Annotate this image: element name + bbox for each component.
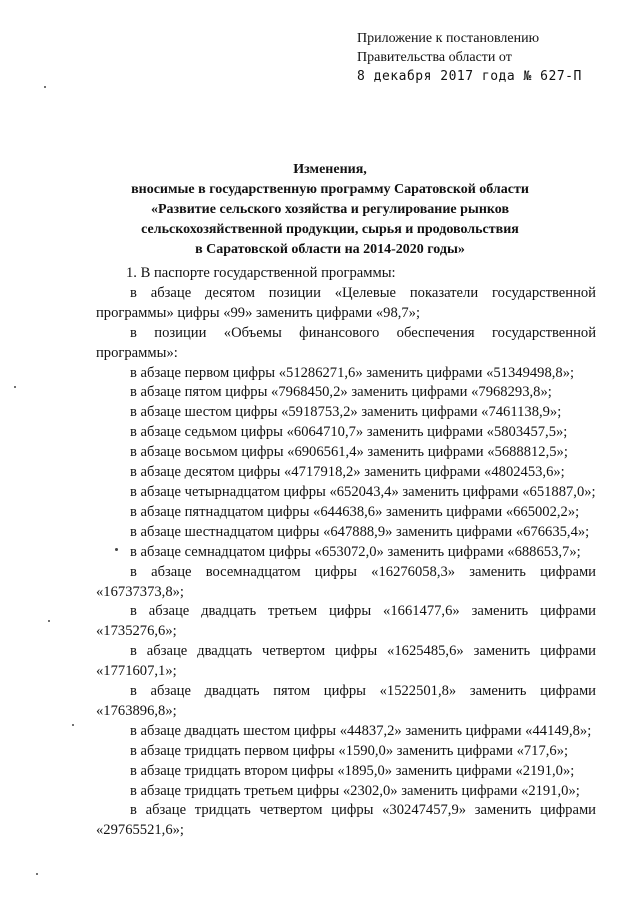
title-line1: Изменения,	[293, 162, 367, 177]
appendix-note-date: 8 декабря 2017 года № 627-П	[357, 69, 582, 84]
paragraph: в абзаце пятнадцатом цифры «644638,6» заменить цифрами «665002,2»;	[130, 503, 580, 520]
scan-speck	[115, 548, 118, 551]
paragraph: в абзаце четырнадцатом цифры «652043,4» заменить цифрами «651887,0»;	[130, 483, 596, 500]
paragraph: в абзаце седьмом цифры «6064710,7» заменить цифрами «5803457,5»;	[130, 424, 568, 441]
scan-speck	[72, 724, 74, 726]
paragraph: в абзаце шестнадцатом цифры «647888,9» заменить цифрами «676635,4»;	[130, 523, 590, 540]
paragraph: в абзаце семнадцатом цифры «653072,0» заменить цифрами «688653,7»;	[130, 543, 581, 560]
paragraph: в абзаце десятом позиции «Целевые показатели государственной программы» цифры «99» заменить цифрами «98,7»;	[96, 284, 596, 321]
paragraph: в абзаце тридцать четвертом цифры «30247457,9» заменить цифрами «29765521,6»;	[96, 802, 596, 839]
paragraph: в абзаце двадцать шестом цифры «44837,2» заменить цифрами «44149,8»;	[130, 722, 592, 739]
paragraph: 1. В паспорте государственной программы:	[126, 265, 396, 281]
paragraph: в абзаце тридцать первом цифры «1590,0» заменить цифрами «717,6»;	[130, 742, 569, 759]
appendix-note	[357, 29, 617, 86]
scan-speck	[14, 386, 16, 388]
document-title	[60, 160, 600, 260]
paragraph: в абзаце пятом цифры «7968450,2» заменить цифрами «7968293,8»;	[130, 384, 552, 401]
paragraph: в позиции «Объемы финансового обеспечения государственной программы»:	[96, 324, 596, 361]
scan-speck	[48, 620, 50, 622]
paragraph: в абзаце первом цифры «51286271,6» заменить цифрами «51349498,8»;	[130, 364, 575, 381]
title-line2: вносимые в государственную программу Саратовской области	[131, 182, 529, 197]
paragraph: в абзаце двадцать четвертом цифры «1625485,6» заменить цифрами «1771607,1»;	[96, 643, 596, 680]
scan-speck	[36, 873, 38, 875]
paragraph: в абзаце двадцать третьем цифры «1661477,6» заменить цифрами «1735276,6»;	[96, 603, 596, 640]
paragraph: в абзаце восемнадцатом цифры «16276058,3» заменить цифрами «16737373,8»;	[96, 563, 596, 600]
scan-speck	[44, 86, 46, 88]
document-body	[96, 264, 596, 841]
appendix-note-line1: Приложение к постановлению	[357, 31, 540, 46]
paragraph: в абзаце тридцать втором цифры «1895,0» заменить цифрами «2191,0»;	[130, 762, 575, 779]
paragraph: в абзаце десятом цифры «4717918,2» заменить цифрами «4802453,6»;	[130, 464, 565, 481]
appendix-note-line2: Правительства области от	[357, 50, 512, 65]
paragraph: в абзаце тридцать третьем цифры «2302,0» заменить цифрами «2191,0»;	[130, 782, 580, 799]
title-line4: сельскохозяйственной продукции, сырья и продовольствия	[141, 222, 519, 237]
paragraph: в абзаце двадцать пятом цифры «1522501,8» заменить цифрами «1763896,8»;	[96, 683, 596, 719]
title-line3: «Развитие сельского хозяйства и регулирование рынков	[150, 202, 510, 217]
paragraph: в абзаце восьмом цифры «6906561,4» заменить цифрами «5688812,5»;	[130, 444, 568, 461]
title-line5: в Саратовской области на 2014-2020 годы»	[195, 242, 465, 257]
paragraph: в абзаце шестом цифры «5918753,2» заменить цифрами «7461138,9»;	[130, 404, 562, 421]
